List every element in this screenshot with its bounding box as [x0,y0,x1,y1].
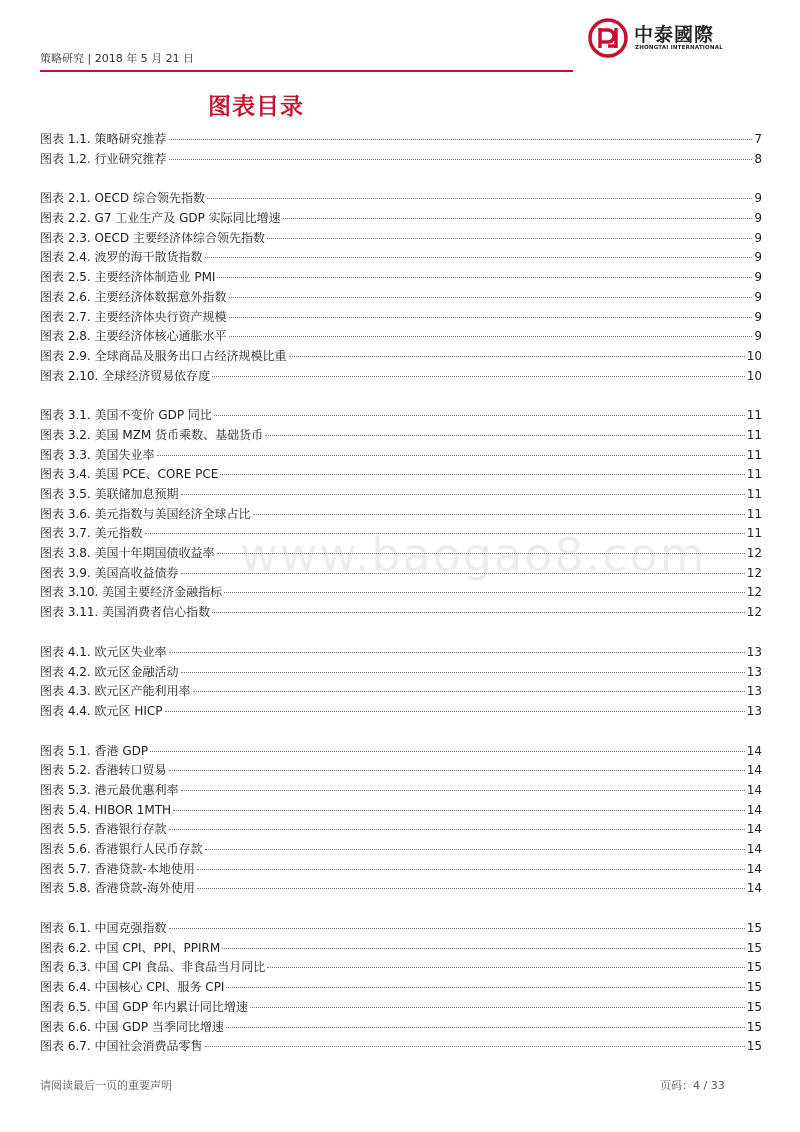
toc-entry[interactable] [40,939,762,959]
toc-entry-label: 图表 3.11. 美国消费者信心指数 [40,605,211,620]
table-of-figures [40,130,762,1077]
toc-leader-dots [250,1007,745,1008]
toc-entry-page: 9 [754,270,762,285]
toc-entry-label: 图表 3.2. 美国 MZM 货币乘数、基础货币 [40,427,264,442]
toc-entry-label: 图表 5.8. 香港贷款-海外使用 [40,881,195,896]
toc-entry-page: 11 [746,408,762,423]
toc-entry-label: 图表 3.1. 美国不变价 GDP 同比 [40,408,212,423]
toc-leader-dots [212,612,745,613]
toc-entry-page: 15 [746,1039,762,1054]
toc-entry-page: 10 [746,348,762,363]
toc-entry[interactable] [40,781,762,801]
toc-entry-label: 图表 5.4. HIBOR 1MTH [40,802,172,817]
toc-leader-dots [181,790,745,791]
toc-entry-page: 9 [754,191,762,206]
company-logo [588,18,728,58]
toc-leader-dots [217,277,752,278]
toc-entry[interactable] [40,919,762,939]
toc-group [40,643,762,722]
toc-leader-dots [283,218,753,219]
toc-entry-label: 图表 2.1. OECD 综合领先指数 [40,191,205,206]
toc-entry-label: 图表 3.3. 美国失业率 [40,447,155,462]
toc-entry-label: 图表 2.3. OECD 主要经济体综合领先指数 [40,230,265,245]
toc-entry[interactable] [40,761,762,781]
toc-entry-label: 图表 6.4. 中国核心 CPI、服务 CPI [40,980,225,995]
toc-entry-page: 9 [754,211,762,226]
toc-entry[interactable] [40,663,762,683]
toc-leader-dots [226,1027,745,1028]
toc-entry[interactable] [40,229,762,249]
toc-entry-label: 图表 5.3. 港元最优惠利率 [40,782,179,797]
toc-entry-page: 9 [754,309,762,324]
toc-entry[interactable] [40,347,762,367]
toc-leader-dots [220,474,744,475]
toc-entry-label: 图表 5.6. 香港银行人民币存款 [40,842,203,856]
toc-entry-label: 图表 4.1. 欧元区失业率 [40,644,167,659]
toc-entry-page: 9 [754,230,762,245]
toc-entry-page: 10 [746,368,762,383]
toc-leader-dots [222,948,745,949]
toc-entry-page: 12 [746,546,762,561]
toc-entry[interactable] [40,583,762,603]
toc-entry[interactable] [40,288,762,308]
toc-leader-dots [165,711,745,712]
toc-entry[interactable] [40,327,762,347]
toc-entry[interactable] [40,308,762,328]
toc-entry-label: 图表 1.1. 策略研究推荐 [40,132,167,146]
toc-group [40,189,762,386]
toc-entry-page: 15 [746,999,762,1014]
toc-leader-dots [169,652,745,653]
toc-entry-label: 图表 2.10. 全球经济贸易依存度 [40,368,211,383]
toc-entry-label: 图表 1.2. 行业研究推荐 [40,151,167,166]
toc-entry[interactable] [40,801,762,821]
toc-entry[interactable] [40,564,762,584]
toc-entry-page: 7 [754,132,762,146]
toc-entry-label: 图表 5.2. 香港转口贸易 [40,763,167,778]
toc-leader-dots [193,691,745,692]
toc-group [40,919,762,1057]
toc-leader-dots [181,672,745,673]
toc-leader-dots [145,533,745,534]
toc-entry-page: 13 [746,644,762,659]
toc-entry-label: 图表 3.10. 美国主要经济金融指标 [40,585,223,600]
toc-leader-dots [267,967,744,968]
toc-leader-dots [169,159,753,160]
toc-entry-page: 11 [746,526,762,541]
toc-leader-dots [197,888,745,889]
toc-entry[interactable] [40,1037,762,1057]
toc-group [40,130,762,169]
toc-entry[interactable] [40,702,762,722]
toc-entry-page: 12 [746,605,762,620]
toc-entry-label: 图表 4.3. 欧元区产能利用率 [40,684,191,699]
toc-leader-dots [253,514,745,515]
toc-entry[interactable] [40,446,762,466]
toc-entry[interactable] [40,1018,762,1038]
toc-entry-page: 14 [746,881,762,896]
toc-leader-dots [207,198,752,199]
toc-entry[interactable] [40,485,762,505]
toc-leader-dots [157,455,745,456]
toc-entry-label: 图表 4.2. 欧元区金融活动 [40,664,179,679]
toc-entry-label: 图表 3.9. 美国高收益债券 [40,565,179,580]
toc-entry[interactable] [40,524,762,544]
toc-entry[interactable] [40,406,762,426]
toc-entry[interactable] [40,879,762,899]
toc-entry-page: 8 [754,151,762,166]
toc-entry-page: 14 [746,822,762,837]
toc-entry-page: 9 [754,250,762,265]
toc-entry[interactable] [40,742,762,762]
toc-entry-label: 图表 6.5. 中国 GDP 年内累计同比增速 [40,999,248,1014]
toc-entry[interactable] [40,367,762,387]
toc-entry-label: 图表 2.8. 主要经济体核心通胀水平 [40,329,227,344]
toc-entry[interactable] [40,150,762,170]
toc-entry[interactable] [40,603,762,623]
footer-disclaimer: 请阅读最后一页的重要声明 [40,1079,172,1092]
toc-entry[interactable] [40,505,762,525]
toc-group [40,742,762,900]
toc-leader-dots [289,356,745,357]
toc-entry-label: 图表 2.5. 主要经济体制造业 PMI [40,270,216,285]
watermark: www.baogao8.com [240,528,707,582]
toc-entry-page: 13 [746,664,762,679]
toc-leader-dots [205,257,753,258]
toc-entry-page: 14 [746,782,762,797]
toc-leader-dots [169,829,745,830]
toc-leader-dots [169,928,745,929]
toc-entry[interactable] [40,465,762,485]
toc-leader-dots [214,415,745,416]
toc-entry-label: 图表 6.6. 中国 GDP 当季同比增速 [40,1019,224,1034]
toc-entry-label: 图表 5.7. 香港贷款-本地使用 [40,861,195,876]
toc-leader-dots [265,435,745,436]
toc-entry-page: 12 [746,565,762,580]
toc-entry-page: 15 [746,921,762,936]
toc-leader-dots [181,494,745,495]
toc-leader-dots [205,1046,745,1047]
zhongtai-logo-icon [588,18,628,58]
toc-entry-label: 图表 3.8. 美国十年期国债收益率 [40,546,215,561]
toc-entry[interactable] [40,209,762,229]
toc-entry-page: 14 [746,802,762,817]
toc-leader-dots [197,869,745,870]
toc-leader-dots [224,592,745,593]
toc-leader-dots [205,849,745,850]
toc-entry-label: 图表 2.2. G7 工业生产及 GDP 实际同比增速 [40,211,281,226]
toc-entry-label: 图表 2.7. 主要经济体央行资产规模 [40,309,227,324]
toc-entry-label: 图表 3.4. 美国 PCE、CORE PCE [40,467,219,482]
toc-entry[interactable] [40,978,762,998]
toc-leader-dots [226,987,744,988]
toc-entry-page: 12 [746,585,762,600]
toc-entry-page: 11 [746,427,762,442]
footer-page-number: 页码：4 / 33 [660,1079,725,1092]
toc-entry-page: 14 [746,861,762,876]
toc-entry-page: 9 [754,329,762,344]
toc-entry[interactable] [40,268,762,288]
toc-entry-label: 图表 6.1. 中国克强指数 [40,921,167,936]
toc-entry-page: 15 [746,960,762,975]
toc-entry-label: 图表 3.5. 美联储加息预期 [40,487,179,501]
toc-entry-page: 13 [746,684,762,699]
logo-chinese-name: 中泰國際 [634,24,715,46]
toc-entry[interactable] [40,643,762,663]
logo-english-name: ZHONGTAI INTERNATIONAL [635,45,723,51]
toc-entry-label: 图表 4.4. 欧元区 HICP [40,703,163,718]
toc-entry-page: 9 [754,289,762,304]
toc-entry-page: 11 [746,487,762,501]
toc-leader-dots [212,376,745,377]
toc-entry-label: 图表 3.6. 美元指数与美国经济全球占比 [40,506,251,521]
toc-leader-dots [150,751,745,752]
toc-entry[interactable] [40,189,762,209]
toc-leader-dots [267,238,752,239]
toc-leader-dots [229,336,753,337]
page-title: 图表目录 [208,94,304,120]
toc-entry[interactable] [40,820,762,840]
header-divider [40,70,573,72]
toc-entry-page: 15 [746,940,762,955]
toc-entry-page: 15 [746,980,762,995]
toc-leader-dots [217,553,745,554]
toc-entry-label: 图表 2.9. 全球商品及服务出口占经济规模比重 [40,348,287,363]
toc-entry[interactable] [40,682,762,702]
toc-entry-page: 14 [746,842,762,856]
toc-entry[interactable] [40,248,762,268]
toc-entry-label: 图表 6.7. 中国社会消费品零售 [40,1039,203,1054]
toc-entry-page: 11 [746,447,762,462]
toc-entry-page: 15 [746,1019,762,1034]
toc-entry[interactable] [40,860,762,880]
toc-entry[interactable] [40,426,762,446]
toc-entry-page: 14 [746,743,762,758]
toc-entry-page: 13 [746,703,762,718]
toc-leader-dots [181,573,745,574]
toc-leader-dots [169,139,753,140]
toc-entry-label: 图表 6.2. 中国 CPI、PPI、PPIRM [40,940,221,955]
toc-entry-label: 图表 2.6. 主要经济体数据意外指数 [40,289,227,304]
toc-entry[interactable] [40,840,762,860]
toc-entry-label: 图表 5.5. 香港银行存款 [40,822,167,837]
toc-entry-label: 图表 2.4. 波罗的海干散货指数 [40,250,203,265]
toc-entry[interactable] [40,130,762,150]
header-date: 策略研究 | 2018 年 5 月 21 日 [40,52,195,65]
toc-entry-page: 14 [746,763,762,778]
toc-entry[interactable] [40,998,762,1018]
toc-leader-dots [229,317,753,318]
toc-entry-page: 11 [746,506,762,521]
toc-entry-label: 图表 5.1. 香港 GDP [40,743,149,758]
toc-entry[interactable] [40,544,762,564]
toc-leader-dots [173,810,745,811]
toc-entry-page: 11 [746,467,762,482]
toc-group [40,406,762,623]
toc-leader-dots [229,297,753,298]
toc-leader-dots [169,770,745,771]
toc-entry-label: 图表 3.7. 美元指数 [40,526,143,541]
toc-entry[interactable] [40,958,762,978]
toc-entry-label: 图表 6.3. 中国 CPI 食品、非食品当月同比 [40,960,266,975]
